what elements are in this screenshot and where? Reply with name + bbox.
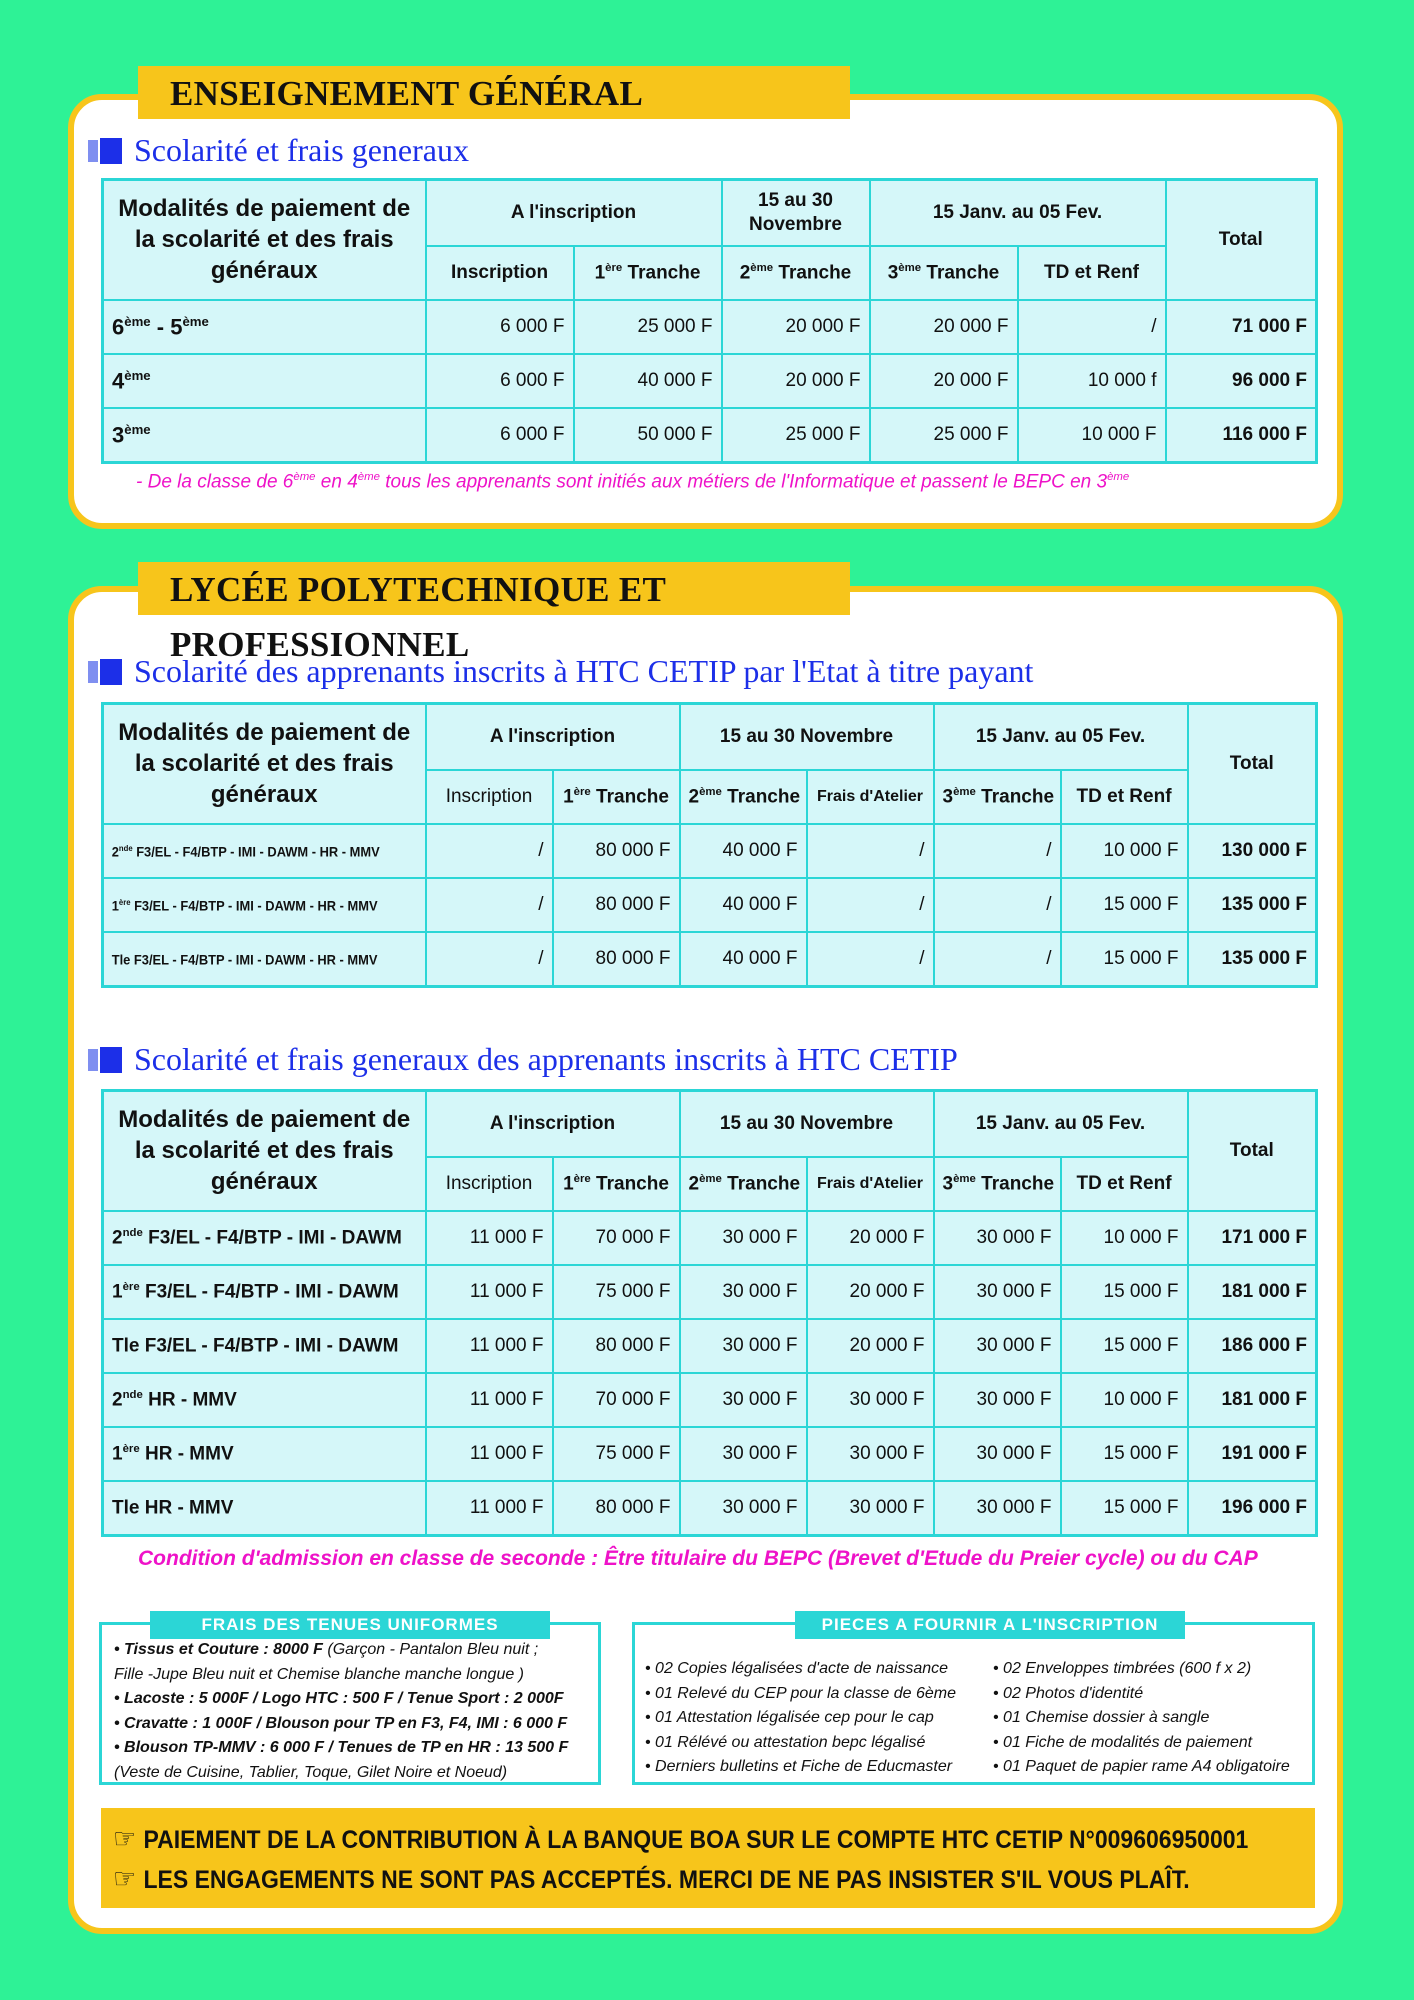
- row-label: [103, 354, 426, 408]
- table-row: [103, 824, 1317, 878]
- inscription-group-header: A l'inscription: [426, 704, 680, 770]
- fee-cell: 15 000 F: [1061, 1427, 1188, 1481]
- uniformes-line-text: (Veste de Cuisine, Tablier, Toque, Gilet Noire et Noeud): [114, 1763, 508, 1781]
- fee-cell: 30 000 F: [680, 1373, 807, 1427]
- uniformes-line-bold: • Lacoste : 5 000F / Logo HTC : 500 F / Tenue Sport : 2 000F: [114, 1690, 564, 1707]
- row-label-sup: nde: [118, 842, 133, 853]
- jan-group-header: 15 Janv. au 05 Fev.: [870, 180, 1166, 246]
- total-cell: 181 000 F: [1188, 1265, 1317, 1319]
- fee-cell: 30 000 F: [934, 1481, 1061, 1535]
- nov-group-header: 15 au 30 Novembre: [680, 1091, 934, 1157]
- uniformes-line: [114, 1736, 568, 1761]
- payment-notice: ☞ PAIEMENT DE LA CONTRIBUTION À LA BANQUE BOA SUR LE COMPTE HTC CETIP N°00960695000​1: [113, 1823, 1249, 1854]
- total-cell: 186 000 F: [1188, 1319, 1317, 1373]
- row-label-sup: nde: [122, 1226, 143, 1239]
- row-label-main: 6: [112, 314, 125, 340]
- fee-cell: /: [1018, 300, 1166, 354]
- fee-cell: 30 000 F: [934, 1319, 1061, 1373]
- table-row: [103, 1211, 1317, 1265]
- fee-cell: /: [807, 932, 934, 986]
- total-cell: 116 000 F: [1166, 408, 1317, 462]
- total-cell: 71 000 F: [1166, 300, 1317, 354]
- fee-cell: /: [807, 878, 934, 932]
- lycee-general-fees-table: [101, 1089, 1318, 1537]
- fee-cell: /: [934, 824, 1061, 878]
- row-label: [103, 408, 426, 462]
- table-row: [103, 1373, 1317, 1427]
- fee-cell: 20 000 F: [807, 1265, 934, 1319]
- tranche3-header: 3ème Tranche: [870, 246, 1018, 300]
- fee-cell: 10 000 F: [1061, 1211, 1188, 1265]
- row-label-sup: ère: [122, 1443, 140, 1456]
- inscription-group-header: A l'inscription: [426, 180, 722, 246]
- fee-cell: 15 000 F: [1061, 1319, 1188, 1373]
- fee-cell: 15 000 F: [1061, 1265, 1188, 1319]
- fee-cell: 30 000 F: [680, 1319, 807, 1373]
- fee-cell: 11 000 F: [426, 1481, 553, 1535]
- tranche1-header: 1ère Tranche: [553, 1157, 680, 1211]
- row-label-main: 1: [111, 897, 119, 914]
- row-label-rest: F3/EL - F4/BTP - IMI - DAWM: [142, 1226, 402, 1248]
- pieces-item: • 02 Copies légalisées d'acte de naissance: [645, 1660, 949, 1677]
- row-label: [103, 932, 400, 986]
- uniformes-line-text: (Garçon - Pantalon Bleu nuit ;: [322, 1641, 539, 1658]
- tranche1-header: 1ère Tranche: [553, 770, 680, 824]
- fee-cell: 30 000 F: [934, 1427, 1061, 1481]
- row-label-rest: Tle HR - MMV: [112, 1497, 234, 1519]
- fee-cell: /: [934, 878, 1061, 932]
- nov-group-header: 15 au 30 Novembre: [722, 180, 870, 246]
- row-label-rest: HR - MMV: [139, 1443, 234, 1465]
- pieces-item: • 01 Attestation légalisée cep pour le cap: [645, 1709, 934, 1726]
- uniformes-line-bold: • Tissus et Couture : 8000 F: [114, 1641, 323, 1658]
- fee-cell: 20 000 F: [807, 1211, 934, 1265]
- fee-cell: 70 000 F: [553, 1211, 680, 1265]
- table-row: [103, 1481, 1317, 1535]
- pieces-item: • 01 Chemise dossier à sangle: [993, 1709, 1210, 1726]
- total-header: Total: [1188, 704, 1317, 824]
- uniformes-list: [114, 1638, 568, 1785]
- fee-cell: 70 000 F: [553, 1373, 680, 1427]
- table-row: [103, 408, 1317, 462]
- fee-cell: 30 000 F: [807, 1373, 934, 1427]
- lycee-banner: LYCÉE POLYTECHNIQUE ET PROFESSIONNEL: [138, 562, 850, 615]
- total-header: Total: [1166, 180, 1317, 300]
- uniformes-line: [114, 1638, 568, 1663]
- fee-cell: 11 000 F: [426, 1319, 553, 1373]
- total-cell: 135 000 F: [1188, 932, 1317, 986]
- fee-cell: 50 000 F: [574, 408, 722, 462]
- fee-cell: 80 000 F: [553, 932, 680, 986]
- fee-cell: 10 000 f: [1018, 354, 1166, 408]
- pointing-hand-icon: ☞: [113, 1823, 137, 1854]
- pieces-item: • 01 Fiche de modalités de paiement: [993, 1733, 1253, 1751]
- fee-cell: 30 000 F: [680, 1427, 807, 1481]
- fee-cell: 40 000 F: [680, 824, 807, 878]
- pieces-box: [632, 1615, 1315, 1785]
- modalites-header: Modalités de paiement de la scolarité et des frais généraux: [103, 704, 426, 824]
- row-label: [103, 300, 426, 354]
- row-label: [103, 1373, 426, 1427]
- total-cell: 135 000 F: [1188, 878, 1317, 932]
- row-label-rest: Tle F3/EL - F4/BTP - IMI - DAWM - HR - MMV: [111, 951, 377, 968]
- table-row: [103, 878, 1317, 932]
- row-label-sup: ème: [182, 313, 209, 329]
- tranche2-header: 2ème Tranche: [680, 1157, 807, 1211]
- inscription-header: Inscription: [426, 246, 574, 300]
- fee-cell: 15 000 F: [1061, 878, 1188, 932]
- fee-cell: 75 000 F: [553, 1265, 680, 1319]
- general-subtitle: Scolarité et frais generaux: [88, 132, 469, 168]
- row-label-main: 2: [112, 1226, 123, 1248]
- fee-cell: 11 000 F: [426, 1265, 553, 1319]
- row-label: [103, 1427, 426, 1481]
- fee-cell: 15 000 F: [1061, 932, 1188, 986]
- row-label-sup: ème: [124, 421, 151, 437]
- fee-cell: 30 000 F: [680, 1481, 807, 1535]
- square-bullet-icon: [88, 659, 122, 685]
- table-row: [103, 300, 1317, 354]
- engagement-notice: ☞ LES ENGAGEMENTS NE SONT PAS ACCEPTÉS. MERCI DE NE PAS INSISTER S'IL VOUS PLAÎT.: [113, 1863, 1190, 1894]
- uniformes-line: [114, 1687, 568, 1712]
- fee-cell: /: [807, 824, 934, 878]
- fee-cell: 80 000 F: [553, 878, 680, 932]
- row-label-rest: - 5: [150, 314, 183, 340]
- uniformes-line-bold: • Blouson TP-MMV : 6 000 F / Tenues de TP en HR : 13 500 F: [114, 1739, 569, 1756]
- fee-cell: 80 000 F: [553, 1319, 680, 1373]
- total-cell: 171 000 F: [1188, 1211, 1317, 1265]
- fee-cell: /: [934, 932, 1061, 986]
- fee-cell: 25 000 F: [722, 408, 870, 462]
- row-label: [103, 1265, 426, 1319]
- fee-cell: 30 000 F: [807, 1481, 934, 1535]
- pieces-item: • 01 Rélévé ou attestation bepc légalisé: [645, 1733, 926, 1751]
- pieces-item: • 01 Paquet de papier rame A4 obligatoire: [993, 1758, 1290, 1775]
- fee-cell: 25 000 F: [870, 408, 1018, 462]
- td-renf-header: TD et Renf: [1061, 770, 1188, 824]
- row-label-rest: F3/EL - F4/BTP - IMI - DAWM - HR - MMV: [129, 897, 378, 914]
- table-row: [103, 1265, 1317, 1319]
- fee-cell: 80 000 F: [553, 1481, 680, 1535]
- uniformes-line: [114, 1761, 568, 1786]
- fee-cell: 10 000 F: [1018, 408, 1166, 462]
- frais-atelier-header: Frais d'Atelier: [807, 770, 934, 824]
- fee-cell: 30 000 F: [680, 1265, 807, 1319]
- row-label-sup: ème: [124, 368, 151, 384]
- total-cell: 181 000 F: [1188, 1373, 1317, 1427]
- fee-cell: /: [426, 824, 553, 878]
- fee-cell: 11 000 F: [426, 1373, 553, 1427]
- fee-cell: 75 000 F: [553, 1427, 680, 1481]
- square-bullet-icon: [88, 1047, 122, 1073]
- total-header: Total: [1188, 1091, 1317, 1211]
- fee-cell: 20 000 F: [870, 354, 1018, 408]
- fee-cell: 6 000 F: [426, 300, 574, 354]
- square-bullet-icon: [88, 138, 122, 164]
- fee-cell: 40 000 F: [574, 354, 722, 408]
- fee-cell: 30 000 F: [680, 1211, 807, 1265]
- uniformes-title: FRAIS DES TENUES UNIFORMES: [150, 1611, 550, 1639]
- uniformes-line-text: Fille -Jupe Bleu nuit et Chemise blanche manche longue ): [114, 1665, 525, 1683]
- fee-cell: 80 000 F: [553, 824, 680, 878]
- total-cell: 196 000 F: [1188, 1481, 1317, 1535]
- tranche2-header: 2ème Tranche: [722, 246, 870, 300]
- lycee-state-fees-table: [101, 702, 1318, 988]
- total-cell: 191 000 F: [1188, 1427, 1317, 1481]
- fee-cell: 30 000 F: [934, 1265, 1061, 1319]
- row-label-rest: HR - MMV: [142, 1389, 237, 1411]
- tranche2-header: 2ème Tranche: [680, 770, 807, 824]
- pieces-item: • 01 Relevé du CEP pour la classe de 6ème: [645, 1684, 956, 1702]
- uniformes-line: [114, 1712, 568, 1737]
- fee-cell: /: [426, 878, 553, 932]
- fee-cell: 40 000 F: [680, 878, 807, 932]
- uniformes-line: [114, 1663, 568, 1688]
- table-row: [103, 1319, 1317, 1373]
- row-label-main: 4: [112, 368, 125, 394]
- fee-cell: 20 000 F: [870, 300, 1018, 354]
- fee-cell: 10 000 F: [1061, 824, 1188, 878]
- fee-cell: 6 000 F: [426, 408, 574, 462]
- fee-cell: /: [426, 932, 553, 986]
- tranche1-header: 1ère Tranche: [574, 246, 722, 300]
- footer-notice: [101, 1808, 1315, 1908]
- row-label-rest: Tle F3/EL - F4/BTP - IMI - DAWM: [112, 1335, 399, 1357]
- row-label: [103, 824, 400, 878]
- inscription-header: Inscription: [426, 1157, 553, 1211]
- fee-cell: 30 000 F: [934, 1373, 1061, 1427]
- fee-cell: 11 000 F: [426, 1211, 553, 1265]
- pointing-hand-icon: ☞: [113, 1863, 137, 1894]
- fee-cell: 6 000 F: [426, 354, 574, 408]
- pieces-item: • Derniers bulletins et Fiche de Educmaster: [645, 1758, 953, 1775]
- td-renf-header: TD et Renf: [1061, 1157, 1188, 1211]
- table-row: [103, 1427, 1317, 1481]
- row-label-sup: ème: [124, 313, 151, 329]
- inscription-header: Inscription: [426, 770, 553, 824]
- lycee-table1-subtitle: Scolarité des apprenants inscrits à HTC CETIP par l'Etat à titre payant: [88, 653, 1033, 689]
- pieces-item: • 02 Photos d'identité: [993, 1684, 1144, 1702]
- row-label: [103, 1319, 426, 1373]
- row-label-main: 3: [112, 422, 125, 448]
- modalites-header: Modalités de paiement de la scolarité et des frais généraux: [103, 180, 426, 300]
- table-row: [103, 354, 1317, 408]
- modalites-header: Modalités de paiement de la scolarité et des frais généraux: [103, 1091, 426, 1211]
- nov-group-header: 15 au 30 Novembre: [680, 704, 934, 770]
- row-label-main: 2: [111, 843, 119, 860]
- row-label-sup: ère: [118, 896, 130, 907]
- fee-cell: 40 000 F: [680, 932, 807, 986]
- fee-cell: 20 000 F: [722, 300, 870, 354]
- fee-cell: 30 000 F: [807, 1427, 934, 1481]
- admission-condition: Condition d'admission en classe de seconde : Être titulaire du BEPC (Brevet d'Etude du Preier cycle) ou du CAP: [138, 1547, 1258, 1570]
- general-note: - De la classe de 6ème en 4ème tous les apprenants sont initiés aux métiers de l'Informatique et passent le BEPC en 3ème: [136, 471, 1130, 493]
- total-cell: 96 000 F: [1166, 354, 1317, 408]
- pieces-title: PIECES A FOURNIR A L'INSCRIPTION: [795, 1611, 1185, 1639]
- uniformes-line-bold: • Cravatte : 1 000F / Blouson pour TP en F3, F4, IMI : 6 000 F: [114, 1714, 568, 1732]
- fee-cell: 30 000 F: [934, 1211, 1061, 1265]
- pieces-item: • 02 Enveloppes timbrées (600 f x 2): [993, 1660, 1252, 1677]
- fee-cell: 15 000 F: [1061, 1481, 1188, 1535]
- pieces-left-list: [645, 1657, 956, 1780]
- row-label: [103, 1481, 426, 1535]
- row-label-rest: F3/EL - F4/BTP - IMI - DAWM - HR - MMV: [132, 843, 380, 860]
- tranche3-header: 3ème Tranche: [934, 770, 1061, 824]
- row-label-main: 2: [112, 1389, 123, 1411]
- table-row: [103, 932, 1317, 986]
- general-banner: ENSEIGNEMENT GÉNÉRAL: [138, 66, 850, 119]
- row-label: [103, 1211, 426, 1265]
- total-cell: 130 000 F: [1188, 824, 1317, 878]
- jan-group-header: 15 Janv. au 05 Fev.: [934, 704, 1188, 770]
- inscription-group-header: A l'inscription: [426, 1091, 680, 1157]
- fee-cell: 25 000 F: [574, 300, 722, 354]
- fee-cell: 20 000 F: [807, 1319, 934, 1373]
- row-label-main: 1: [112, 1443, 123, 1465]
- lycee-table2-subtitle: Scolarité et frais generaux des apprenants inscrits à HTC CETIP: [88, 1041, 958, 1077]
- row-label-sup: nde: [122, 1388, 143, 1401]
- tranche3-header: 3ème Tranche: [934, 1157, 1061, 1211]
- fee-cell: 10 000 F: [1061, 1373, 1188, 1427]
- row-label-main: 1: [112, 1281, 123, 1303]
- fee-cell: 20 000 F: [722, 354, 870, 408]
- pieces-right-list: [993, 1657, 1290, 1780]
- row-label-rest: F3/EL - F4/BTP - IMI - DAWM: [139, 1281, 399, 1303]
- row-label-sup: ère: [122, 1280, 140, 1293]
- td-renf-header: TD et Renf: [1018, 246, 1166, 300]
- fee-cell: 11 000 F: [426, 1427, 553, 1481]
- general-fees-table: [101, 178, 1318, 464]
- uniformes-box: [99, 1615, 601, 1785]
- row-label: [103, 878, 400, 932]
- jan-group-header: 15 Janv. au 05 Fev.: [934, 1091, 1188, 1157]
- frais-atelier-header: Frais d'Atelier: [807, 1157, 934, 1211]
